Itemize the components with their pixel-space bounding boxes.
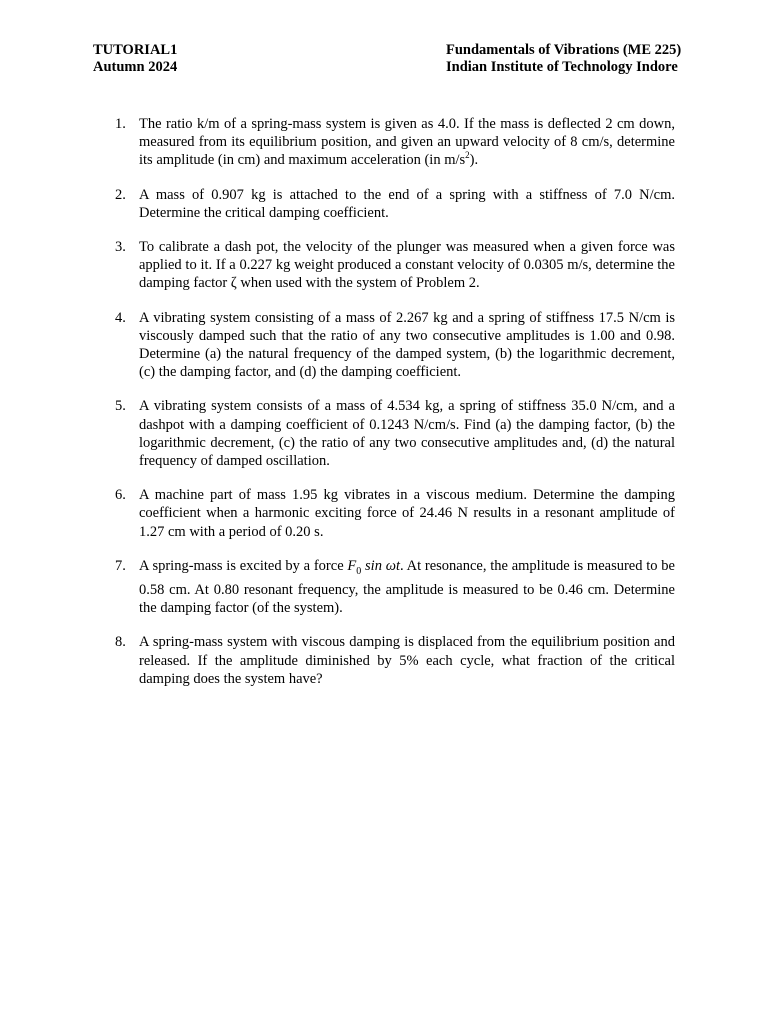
problem-item: [0, 309, 768, 382]
problem-text: A spring-mass is excited by a force $F_0$ sin ωt. At resonance, the amplitude is measured to be 0.58 cm. At 0.80 resonant frequency, the amplitude is measured to be 0.46 cm. Determine the damping factor (of the system).: [139, 557, 675, 617]
course-title: Fundamentals of Vibrations (ME 225): [446, 42, 682, 58]
problem-text: To calibrate a dash pot, the velocity of the plunger was measured when a given force was applied to it. If a 0.227 kg weight produced a constant velocity of 0.0305 m/s, determine the damping factor ζ when used with the system of Problem 2.: [139, 239, 675, 292]
problem-item: [0, 238, 768, 293]
problem-item: [0, 557, 768, 618]
problem-text: A vibrating system consists of a mass of 4.534 kg, a spring of stiffness 35.0 N/cm, and a dashpot with a damping coefficient of 0.1243 N/cm/s. Find (a) the damping factor, (b) the logarithmic decrement, (c) the ratio of any two consecutive amplitudes and, (d) the natural frequency of damped oscillation.: [139, 398, 675, 470]
problem-item: [0, 397, 768, 470]
problem-text: A mass of 0.907 kg is attached to the end of a spring with a stiffness of 7.0 N/cm. Determine the critical damping coefficient.: [139, 186, 675, 221]
tutorial-title: TUTORIAL1: [93, 42, 178, 58]
problem-number: 5.: [115, 398, 126, 415]
problem-text: A spring-mass system with viscous damping is displaced from the equilibrium position and released. If the amplitude diminished by 5% each cycle, what fraction of the critical damping does the system have?: [139, 634, 675, 687]
problem-item: [0, 633, 768, 688]
problem-number: 3.: [115, 239, 126, 256]
problem-item: [0, 486, 768, 541]
problem-list: [0, 115, 768, 704]
problem-item: [0, 115, 768, 170]
problem-number: 2.: [115, 186, 126, 203]
institute-name: Indian Institute of Technology Indore: [446, 59, 678, 75]
problem-number: 7.: [115, 557, 126, 574]
header-right: [446, 42, 681, 76]
problem-text: A machine part of mass 1.95 kg vibrates in a viscous medium. Determine the damping coefficient when a harmonic exciting force of 24.46 N results in a resonant amplitude of 1.27 cm with a period of 0.20 s.: [139, 487, 675, 540]
problem-text: The ratio k/m of a spring-mass system is given as 4.0. If the mass is deflected 2 cm down, measured from its equilibrium position, and given an upward velocity of 8 cm/s, determine its amplitude (in cm) and maximum acceleration (in $m/s^2$).: [139, 116, 675, 169]
force-formula: $F_0$ sin ωt: [347, 557, 400, 577]
problem-item: [0, 186, 768, 222]
problem-number: 4.: [115, 309, 126, 326]
superscript: 2: [465, 150, 470, 161]
problem-number: 1.: [115, 116, 126, 132]
semester-label: Autumn 2024: [93, 59, 178, 75]
problem-text: A vibrating system consisting of a mass of 2.267 kg and a spring of stiffness 17.5 N/cm is viscously damped such that the ratio of any two consecutive amplitudes is 1.00 and 0.98. Determine (a) the natural frequency of the damped system, (b) the logarithmic decrement, (c) the damping factor, and (d) the damping coefficient.: [139, 309, 675, 381]
problem-number: 8.: [115, 634, 126, 651]
header-left: [93, 42, 177, 76]
problem-number: 6.: [115, 487, 126, 504]
